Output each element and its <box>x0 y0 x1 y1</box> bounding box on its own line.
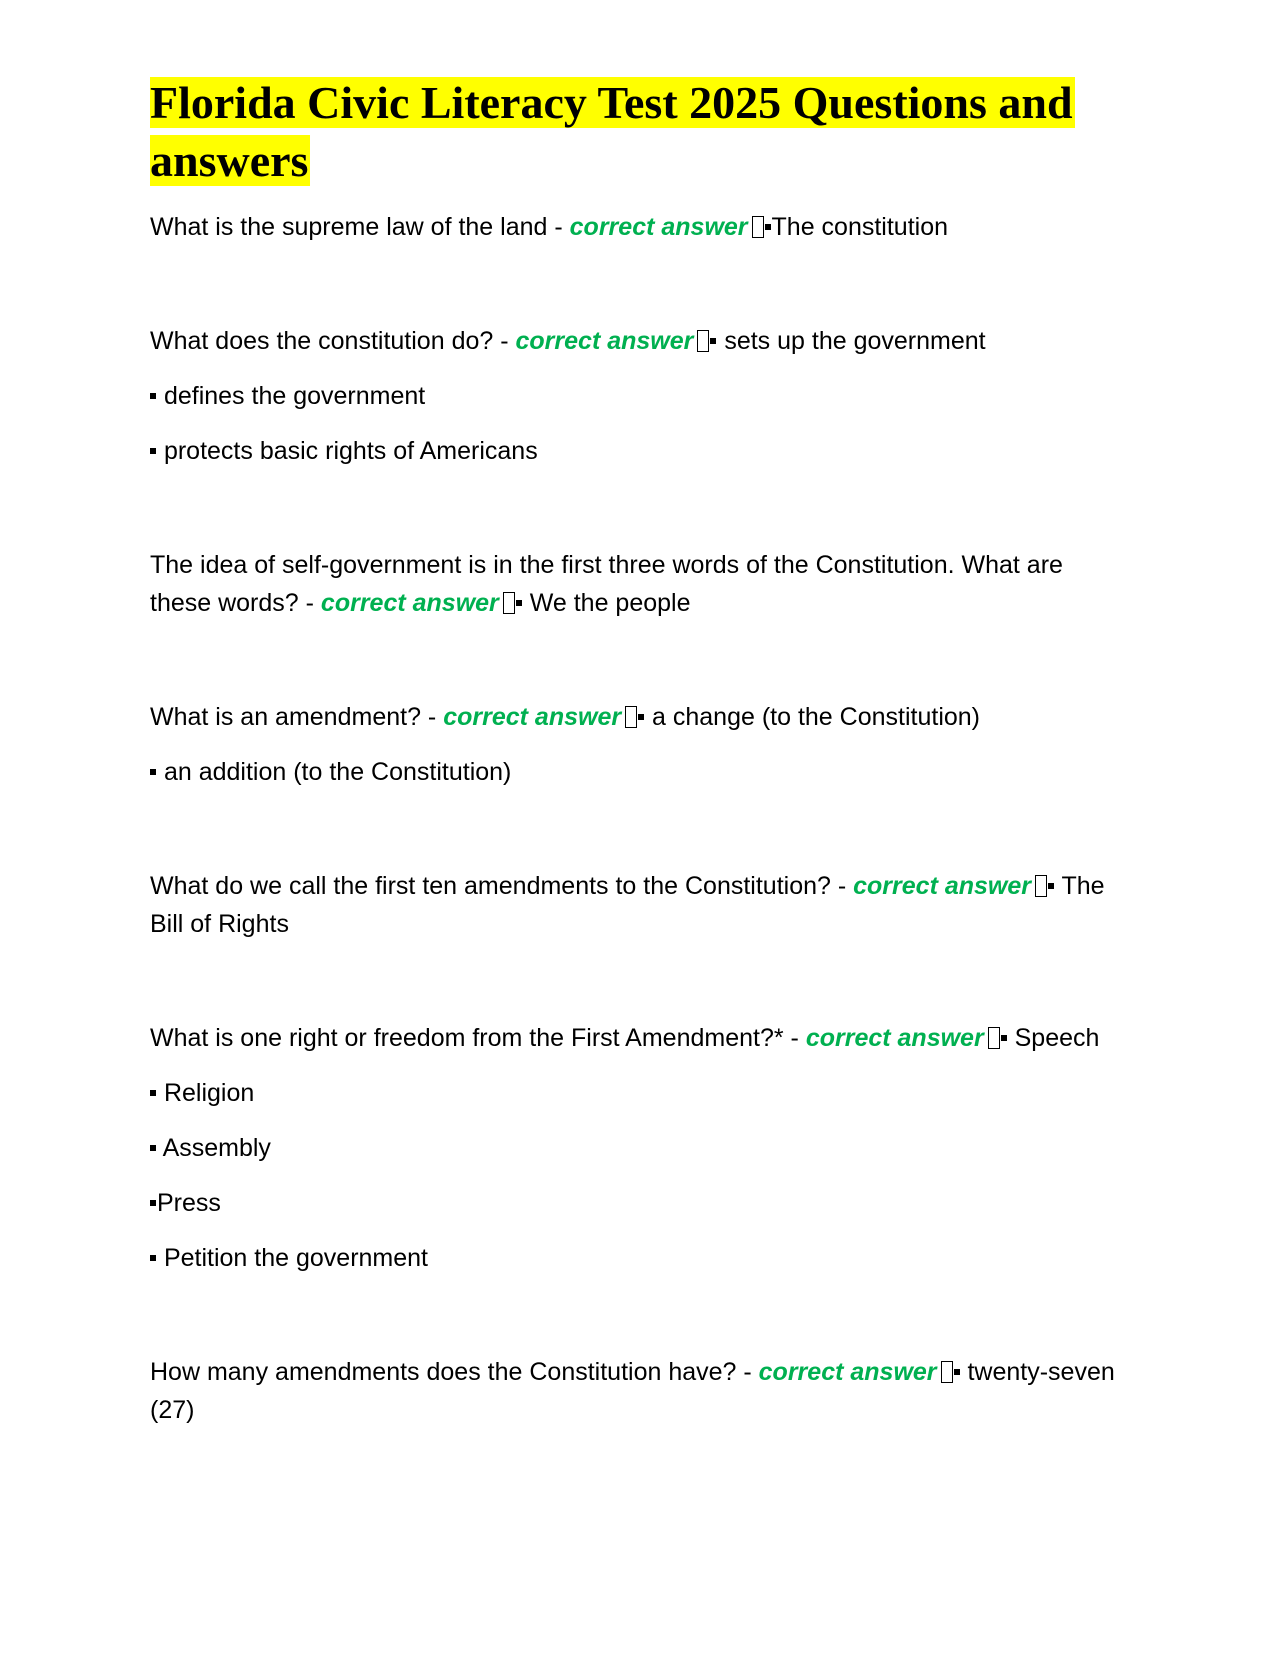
bullet-square-icon <box>150 1255 156 1261</box>
qa-list <box>150 208 1130 1429</box>
bullet-square-icon <box>150 1090 156 1096</box>
correct-answer-label: correct answer <box>515 327 694 355</box>
qa-item <box>150 867 1130 943</box>
question-text: What is an amendment? - <box>150 703 444 731</box>
question-text: The idea of self-government is in the first three words of the Constitution. What are these words? - <box>150 551 1063 617</box>
section-spacer <box>150 808 1130 867</box>
bullet-square-icon <box>1001 1035 1007 1041</box>
qa-item <box>150 322 1130 470</box>
bullet-square-icon <box>954 1369 960 1375</box>
correct-answer-label: correct answer <box>443 703 622 731</box>
question-text: What is the supreme law of the land - <box>150 213 570 241</box>
missing-glyph-icon <box>1035 875 1047 897</box>
missing-glyph-icon <box>941 1361 953 1383</box>
answer-text: a change (to the Constitution) <box>645 703 981 731</box>
answer-bullet-line <box>150 1129 1130 1167</box>
answer-text: Petition the government <box>157 1244 428 1272</box>
question-line <box>150 546 1130 622</box>
bullet-square-icon <box>150 393 156 399</box>
section-spacer <box>150 1294 1130 1353</box>
missing-glyph-icon <box>625 706 637 728</box>
bullet-square-icon <box>1048 883 1054 889</box>
correct-answer-label: correct answer <box>805 1024 984 1052</box>
answer-text: Speech <box>1007 1024 1100 1052</box>
qa-item <box>150 546 1130 622</box>
question-text: What do we call the first ten amendments to the Constitution? - <box>150 872 854 900</box>
bullet-square-icon <box>150 448 156 454</box>
question-line <box>150 867 1130 943</box>
answer-text: protects basic rights of Americans <box>157 437 538 465</box>
answer-text: The constitution <box>771 213 949 241</box>
missing-glyph-icon <box>752 216 764 238</box>
title-highlight: Florida Civic Literacy Test 2025 Questions and answers <box>150 77 1073 186</box>
bullet-square-icon <box>638 714 644 720</box>
missing-glyph-icon <box>503 592 515 614</box>
answer-text: Press <box>157 1189 221 1217</box>
section-spacer <box>150 960 1130 1019</box>
correct-answer-label: correct answer <box>853 872 1031 900</box>
correct-answer-label: correct answer <box>320 589 499 617</box>
bullet-square-icon <box>150 1145 156 1151</box>
answer-text: Assembly <box>157 1134 271 1162</box>
question-text: How many amendments does the Constitution have? - <box>150 1358 759 1386</box>
question-text: What does the constitution do? - <box>150 327 516 355</box>
answer-text: We the people <box>522 589 691 617</box>
missing-glyph-icon <box>988 1027 1000 1049</box>
answer-bullet-line <box>150 432 1130 470</box>
answer-bullet-line <box>150 377 1130 415</box>
answer-bullet-line <box>150 1074 1130 1112</box>
qa-item <box>150 698 1130 791</box>
bullet-square-icon <box>765 224 771 230</box>
correct-answer-label: correct answer <box>569 213 748 241</box>
missing-glyph-icon <box>697 330 709 352</box>
answer-bullet-line <box>150 1184 1130 1222</box>
answer-text: Religion <box>157 1079 255 1107</box>
question-line <box>150 322 1130 360</box>
answer-bullet-line <box>150 1239 1130 1277</box>
question-line <box>150 208 1130 246</box>
bullet-square-icon <box>150 769 156 775</box>
bullet-square-icon <box>516 600 522 606</box>
question-line <box>150 698 1130 736</box>
document-page <box>150 74 1130 1446</box>
section-spacer <box>150 639 1130 698</box>
question-line <box>150 1353 1130 1429</box>
bullet-square-icon <box>710 338 716 344</box>
answer-text: The Bill of Rights <box>150 872 1105 938</box>
section-spacer <box>150 263 1130 322</box>
bullet-square-icon <box>150 1200 156 1206</box>
answer-text: defines the government <box>157 382 426 410</box>
question-text: What is one right or freedom from the First Amendment?* - <box>150 1024 806 1052</box>
question-line <box>150 1019 1130 1057</box>
answer-bullet-line <box>150 753 1130 791</box>
correct-answer-label: correct answer <box>758 1358 937 1386</box>
section-spacer <box>150 487 1130 546</box>
qa-item <box>150 1019 1130 1277</box>
answer-text: sets up the government <box>717 327 986 355</box>
document-title <box>150 74 1130 190</box>
qa-item <box>150 208 1130 246</box>
answer-text: an addition (to the Constitution) <box>157 758 512 786</box>
answer-text: twenty-seven (27) <box>150 1358 1115 1424</box>
qa-item <box>150 1353 1130 1429</box>
